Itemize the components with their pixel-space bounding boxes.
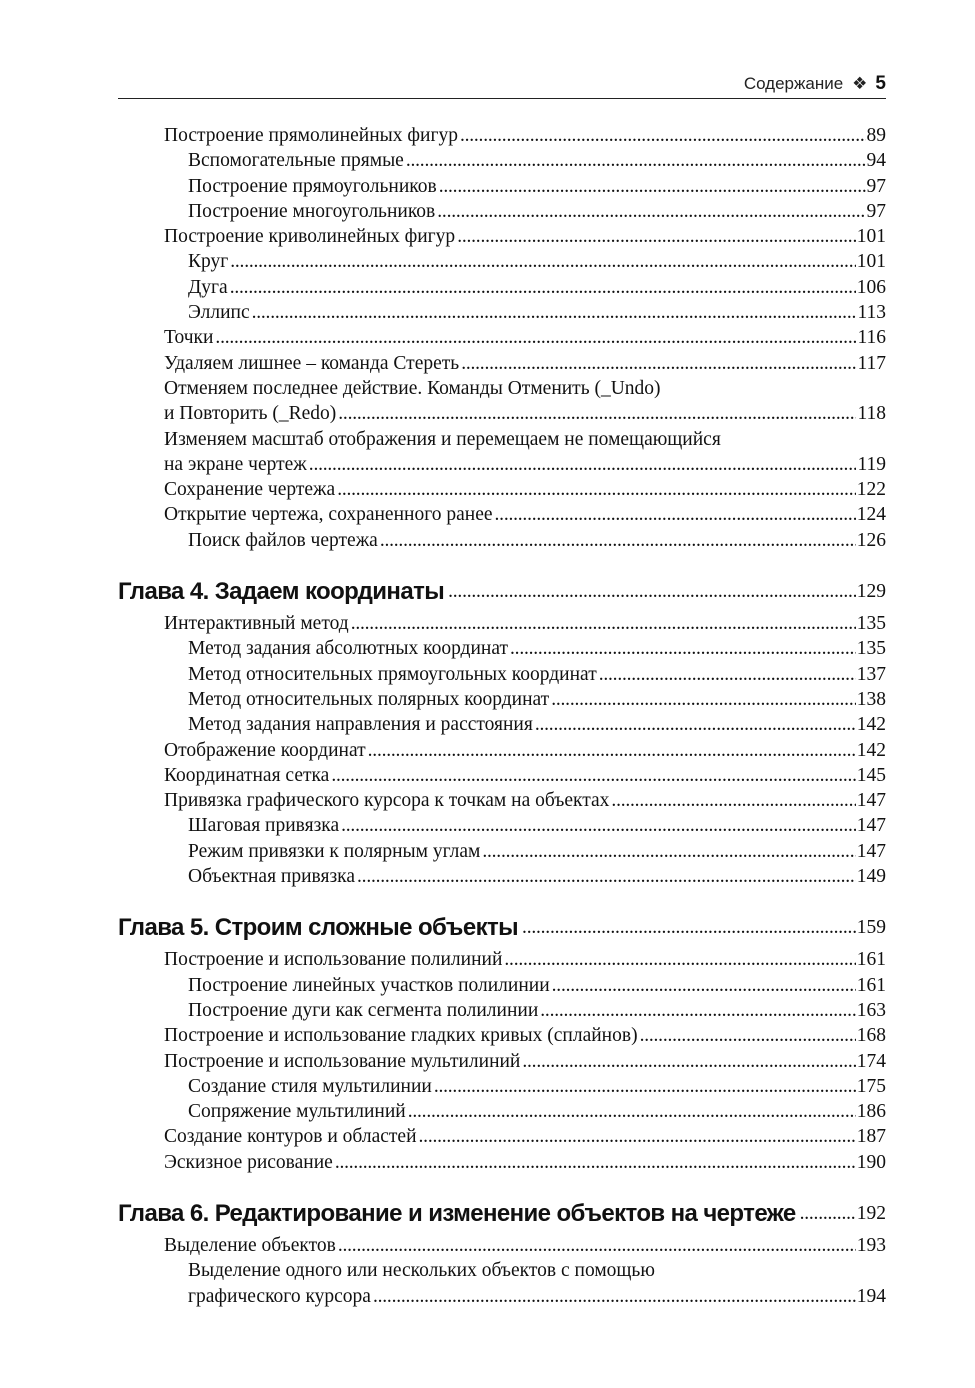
toc-entry-title: Построение криволинейных фигур — [164, 226, 456, 248]
toc-entry[interactable] — [118, 864, 886, 889]
toc-entry-title-line2: на экране чертеж — [164, 453, 307, 475]
toc-entry-page: 163 — [856, 999, 886, 1021]
leader-dots — [380, 528, 856, 553]
toc-entry-title: Построение и использование мультилиний — [164, 1050, 521, 1072]
leader-dots — [357, 864, 856, 889]
leader-dots — [335, 1150, 856, 1175]
toc-entry[interactable] — [118, 788, 886, 813]
leader-dots — [535, 712, 856, 737]
toc-entry-title: Метод относительных прямоугольных координат — [188, 663, 597, 685]
toc-entry[interactable] — [118, 738, 886, 763]
leader-dots — [522, 1049, 855, 1074]
toc-entry-title: Метод относительных полярных координат — [188, 688, 550, 710]
toc-entry-page: 135 — [856, 638, 886, 660]
toc-entry[interactable] — [118, 636, 886, 661]
chapter-title: Глава 6. Редактирование и изменение объектов на чертеже — [118, 1199, 796, 1227]
toc-entry-title: Создание контуров и областей — [164, 1126, 417, 1148]
toc-entry-page: 137 — [856, 663, 886, 685]
toc-entry[interactable] — [118, 1074, 886, 1099]
leader-dots — [460, 123, 866, 148]
toc-entry-title: Вспомогательные прямые — [188, 150, 404, 172]
leader-dots — [406, 148, 866, 173]
chapter-title: Глава 4. Задаем координаты — [118, 578, 445, 606]
chapter-page: 129 — [856, 581, 886, 603]
toc-entry[interactable] — [118, 1150, 886, 1175]
leader-dots — [437, 199, 865, 224]
toc-entry[interactable] — [118, 249, 886, 274]
toc-entry-title: Сохранение чертежа — [164, 479, 336, 501]
chapter-page: 192 — [856, 1202, 886, 1224]
toc-entry[interactable] — [118, 325, 886, 350]
leader-dots — [341, 813, 856, 838]
toc-entry-page: 89 — [866, 125, 886, 146]
toc-entry[interactable] — [118, 712, 886, 737]
leader-dots — [252, 300, 857, 325]
toc-entry-title: Круг — [188, 251, 229, 273]
toc-entry[interactable] — [118, 224, 886, 249]
toc-entry[interactable] — [118, 973, 886, 998]
leader-dots — [408, 1099, 856, 1124]
toc-entry-page: 149 — [856, 866, 886, 888]
leader-dots — [338, 1233, 856, 1258]
chapter-heading-4[interactable] — [118, 577, 886, 607]
leader-dots — [510, 636, 856, 661]
toc-entry-title: Построение линейных участков полилинии — [188, 974, 550, 996]
leader-dots — [309, 452, 857, 477]
toc-entry-page: 142 — [856, 739, 886, 761]
toc-entry-page: 106 — [856, 276, 886, 298]
toc-entry-page: 147 — [856, 840, 886, 862]
toc-entry-title-line1: Изменяем масштаб отображения и перемещаем не помещающийся — [164, 428, 721, 450]
toc-entry-title-line1: Отменяем последнее действие. Команды Отменить (_Undo) — [164, 377, 661, 399]
leader-dots — [351, 611, 856, 636]
toc-entry-page: 190 — [856, 1151, 886, 1173]
toc-entry-page: 124 — [856, 504, 886, 526]
leader-dots — [495, 502, 856, 527]
chapter-page: 159 — [856, 917, 886, 939]
leader-dots — [552, 973, 856, 998]
leader-dots — [551, 687, 856, 712]
toc-entry-page: 147 — [856, 815, 886, 837]
chapter-heading-5[interactable] — [118, 913, 886, 943]
toc-entry-page: 138 — [856, 688, 886, 710]
toc-entry-title: Создание стиля мультилинии — [188, 1075, 432, 1097]
toc-entry-title: Эллипс — [188, 302, 250, 324]
leader-dots — [482, 839, 855, 864]
toc-entry[interactable] — [118, 1124, 886, 1149]
toc-entry-title: Построение и использование полилиний — [164, 949, 503, 971]
toc-entry-page: 186 — [856, 1101, 886, 1123]
toc-entry-title: Интерактивный метод — [164, 613, 349, 635]
toc-entry-page: 122 — [856, 479, 886, 501]
toc-entry-title: Построение дуги как сегмента полилинии — [188, 999, 539, 1021]
toc-entry-page: 193 — [856, 1234, 886, 1256]
header-title: Содержание — [743, 74, 844, 93]
toc-entry-page: 94 — [866, 150, 886, 172]
leader-dots — [338, 401, 856, 426]
running-header — [118, 70, 886, 99]
leader-dots — [419, 1124, 856, 1149]
toc-entry[interactable] — [118, 477, 886, 502]
leader-dots — [461, 351, 856, 376]
toc-entry[interactable] — [118, 1049, 886, 1074]
leader-dots — [230, 249, 856, 274]
ornament-icon: ❖ — [852, 74, 868, 93]
toc-entry[interactable] — [118, 839, 886, 864]
chapter-heading-6[interactable] — [118, 1199, 886, 1229]
toc-entry[interactable] — [118, 1099, 886, 1124]
leader-dots — [434, 1074, 856, 1099]
leader-dots — [368, 738, 856, 763]
toc-entry-page: 97 — [866, 175, 886, 197]
toc-entry[interactable] — [118, 275, 886, 300]
toc-entry-title: Поиск файлов чертежа — [188, 529, 378, 551]
toc-entry-page: 135 — [856, 613, 886, 635]
leader-dots — [522, 913, 856, 943]
toc-entry[interactable] — [118, 662, 886, 687]
toc-entry-title: Шаговая привязка — [188, 815, 340, 837]
toc-entry-title-line1: Выделение одного или нескольких объектов с помощью — [188, 1260, 655, 1282]
toc-entry-title: Сопряжение мультилиний — [188, 1101, 406, 1123]
toc-entry-page: 175 — [856, 1075, 886, 1097]
toc-entry-page: 117 — [857, 352, 886, 374]
page-number: 5 — [875, 73, 886, 94]
toc-entry-page: 97 — [866, 200, 886, 222]
toc-entry-title-line2: графического курсора — [188, 1285, 371, 1307]
toc-entry[interactable] — [118, 947, 886, 972]
toc-entry-title: Режим привязки к полярным углам — [188, 840, 481, 862]
toc-entry-page: 145 — [856, 764, 886, 786]
toc-entry-page: 194 — [856, 1285, 886, 1307]
leader-dots — [215, 325, 856, 350]
leader-dots — [504, 947, 855, 972]
toc-entry-page: 168 — [856, 1025, 886, 1047]
toc-entry[interactable] — [118, 611, 886, 636]
toc-entry[interactable] — [118, 174, 886, 199]
toc-entry-title: Метод задания абсолютных координат — [188, 638, 509, 660]
toc-entry[interactable] — [118, 1023, 886, 1048]
toc-entry[interactable] — [118, 1258, 886, 1309]
toc-entry-title: Привязка графического курсора к точкам на объектах — [164, 790, 610, 812]
toc-entry-page: 161 — [856, 949, 886, 971]
toc-entry[interactable] — [118, 763, 886, 788]
leader-dots — [800, 1199, 856, 1229]
toc-entry-title: Построение многоугольников — [188, 200, 436, 222]
toc-entry-page: 147 — [856, 790, 886, 812]
toc-entry[interactable] — [118, 687, 886, 712]
leader-dots — [540, 998, 855, 1023]
toc-entry-page: 113 — [857, 302, 886, 324]
toc-entry-title: Построение прямоугольников — [188, 175, 437, 197]
leader-dots — [337, 477, 856, 502]
toc-entry[interactable] — [118, 998, 886, 1023]
toc-entry[interactable] — [118, 427, 886, 478]
toc-entry-title: Координатная сетка — [164, 764, 330, 786]
toc-entry-page: 116 — [857, 327, 886, 349]
toc-entry-title: Объектная привязка — [188, 866, 356, 888]
toc-entry[interactable] — [118, 123, 886, 148]
toc-entry-title: Удаляем лишнее – команда Стереть — [164, 352, 460, 374]
toc-entry-page: 119 — [857, 453, 886, 475]
toc-entry[interactable] — [118, 1233, 886, 1258]
leader-dots — [457, 224, 856, 249]
leader-dots — [599, 662, 856, 687]
toc-entry-title: Метод задания направления и расстояния — [188, 714, 533, 736]
toc-entry-title: Отображение координат — [164, 739, 366, 761]
toc-entry-page: 187 — [856, 1126, 886, 1148]
leader-dots — [448, 577, 856, 607]
toc-entry[interactable] — [118, 199, 886, 224]
leader-dots — [640, 1023, 856, 1048]
toc-entry-title: Построение и использование гладких кривых (сплайнов) — [164, 1025, 638, 1047]
leader-dots — [373, 1284, 856, 1309]
leader-dots — [331, 763, 855, 788]
toc-entry[interactable] — [118, 376, 886, 427]
table-of-contents — [118, 123, 886, 1309]
toc-entry[interactable] — [118, 300, 886, 325]
toc-entry[interactable] — [118, 351, 886, 376]
toc-entry-page: 118 — [857, 403, 886, 425]
toc-entry-title-line2: и Повторить (_Redo) — [164, 403, 337, 425]
toc-entry-page: 174 — [856, 1050, 886, 1072]
toc-entry-page: 101 — [856, 251, 886, 273]
toc-entry-page: 142 — [856, 714, 886, 736]
leader-dots — [230, 275, 856, 300]
toc-entry[interactable] — [118, 502, 886, 527]
toc-entry-title: Точки — [164, 327, 214, 349]
chapter-title: Глава 5. Строим сложные объекты — [118, 914, 519, 942]
toc-entry-page: 101 — [856, 226, 886, 248]
toc-entry-title: Выделение объектов — [164, 1234, 336, 1256]
toc-entry-title: Дуга — [188, 276, 228, 298]
toc-entry[interactable] — [118, 148, 886, 173]
toc-entry-title: Эскизное рисование — [164, 1151, 333, 1173]
toc-entry-page: 126 — [856, 529, 886, 551]
leader-dots — [611, 788, 855, 813]
toc-entry-page: 161 — [856, 974, 886, 996]
toc-entry-title: Открытие чертежа, сохраненного ранее — [164, 504, 493, 526]
toc-entry[interactable] — [118, 813, 886, 838]
toc-entry[interactable] — [118, 528, 886, 553]
leader-dots — [439, 174, 866, 199]
toc-entry-title: Построение прямолинейных фигур — [164, 125, 458, 146]
